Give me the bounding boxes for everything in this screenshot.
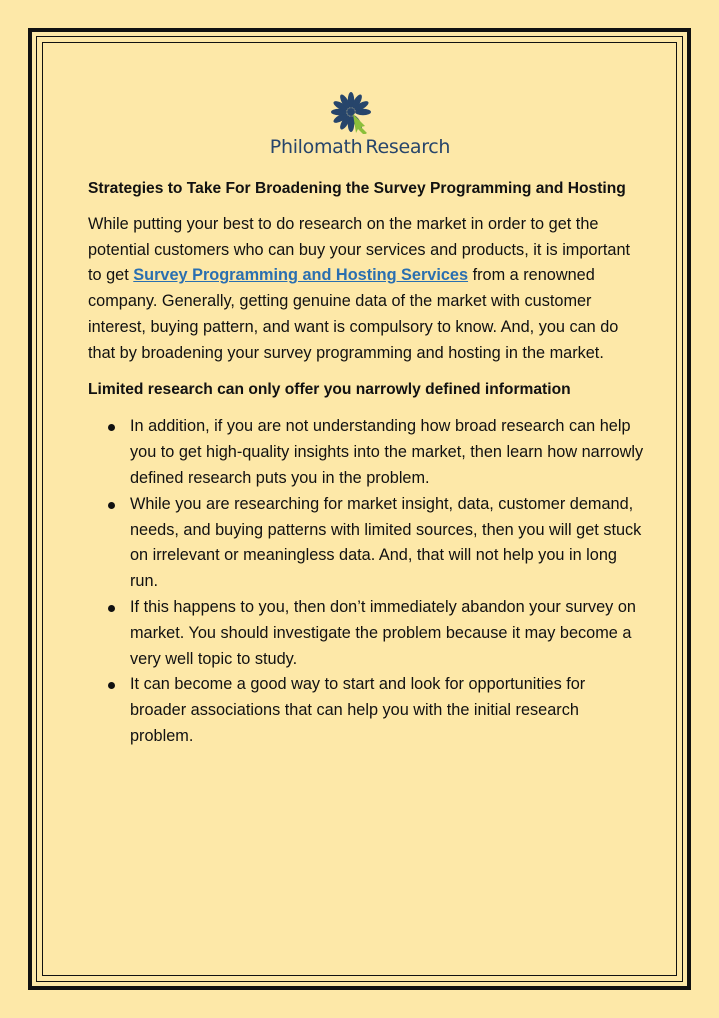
bullet-icon (108, 605, 115, 612)
article-title: Strategies to Take For Broadening the Survey Programming and Hosting (88, 180, 626, 197)
section-title: Limited research can only offer you narrowly defined information (88, 380, 571, 398)
intro-text-before-link: While putting your best to do research on the market in order to get the potential customers who can buy your services and products, it is important to get (88, 214, 631, 285)
bullet-icon (108, 502, 115, 509)
list-item (88, 492, 644, 595)
brand-name-part1: Philomath (269, 136, 363, 158)
brand-name-part2: Research (365, 136, 451, 158)
bullet-text: It can become a good way to start and look for opportunities for broader associations that can help you with the initial research problem. (130, 675, 586, 745)
bullet-text: In addition, if you are not understanding how broad research can help you to get high-quality insights into the market, then learn how narrowly defined research puts you in the problem. (130, 417, 644, 487)
flower-logo-icon (330, 92, 374, 134)
bullet-text: If this happens to you, then don’t immediately abandon your survey on market. You should investigate the problem because it may become a very well topic to study. (130, 597, 636, 668)
intro-text-after-link: from a renowned company. Generally, getting genuine data of the market with customer interest, buying pattern, and want is compulsory to know. And, you can do that by broadening your survey programming and hosting in the market. (88, 266, 619, 362)
brand-name (262, 136, 458, 158)
intro-paragraph (88, 212, 644, 367)
list-item (88, 595, 644, 672)
article-body (88, 176, 644, 750)
survey-services-link[interactable]: Survey Programming and Hosting Services (133, 266, 469, 285)
list-item (88, 672, 644, 749)
bullet-text: While you are researching for market insight, data, customer demand, needs, and buying patterns with limited sources, then you will get stuck on irrelevant or meaningless data. And, that will not help you in long run. (130, 494, 642, 591)
list-item (88, 414, 644, 491)
bullet-list (88, 414, 644, 749)
bullet-icon (108, 682, 115, 689)
company-logo (262, 92, 458, 162)
bullet-icon (108, 424, 115, 431)
